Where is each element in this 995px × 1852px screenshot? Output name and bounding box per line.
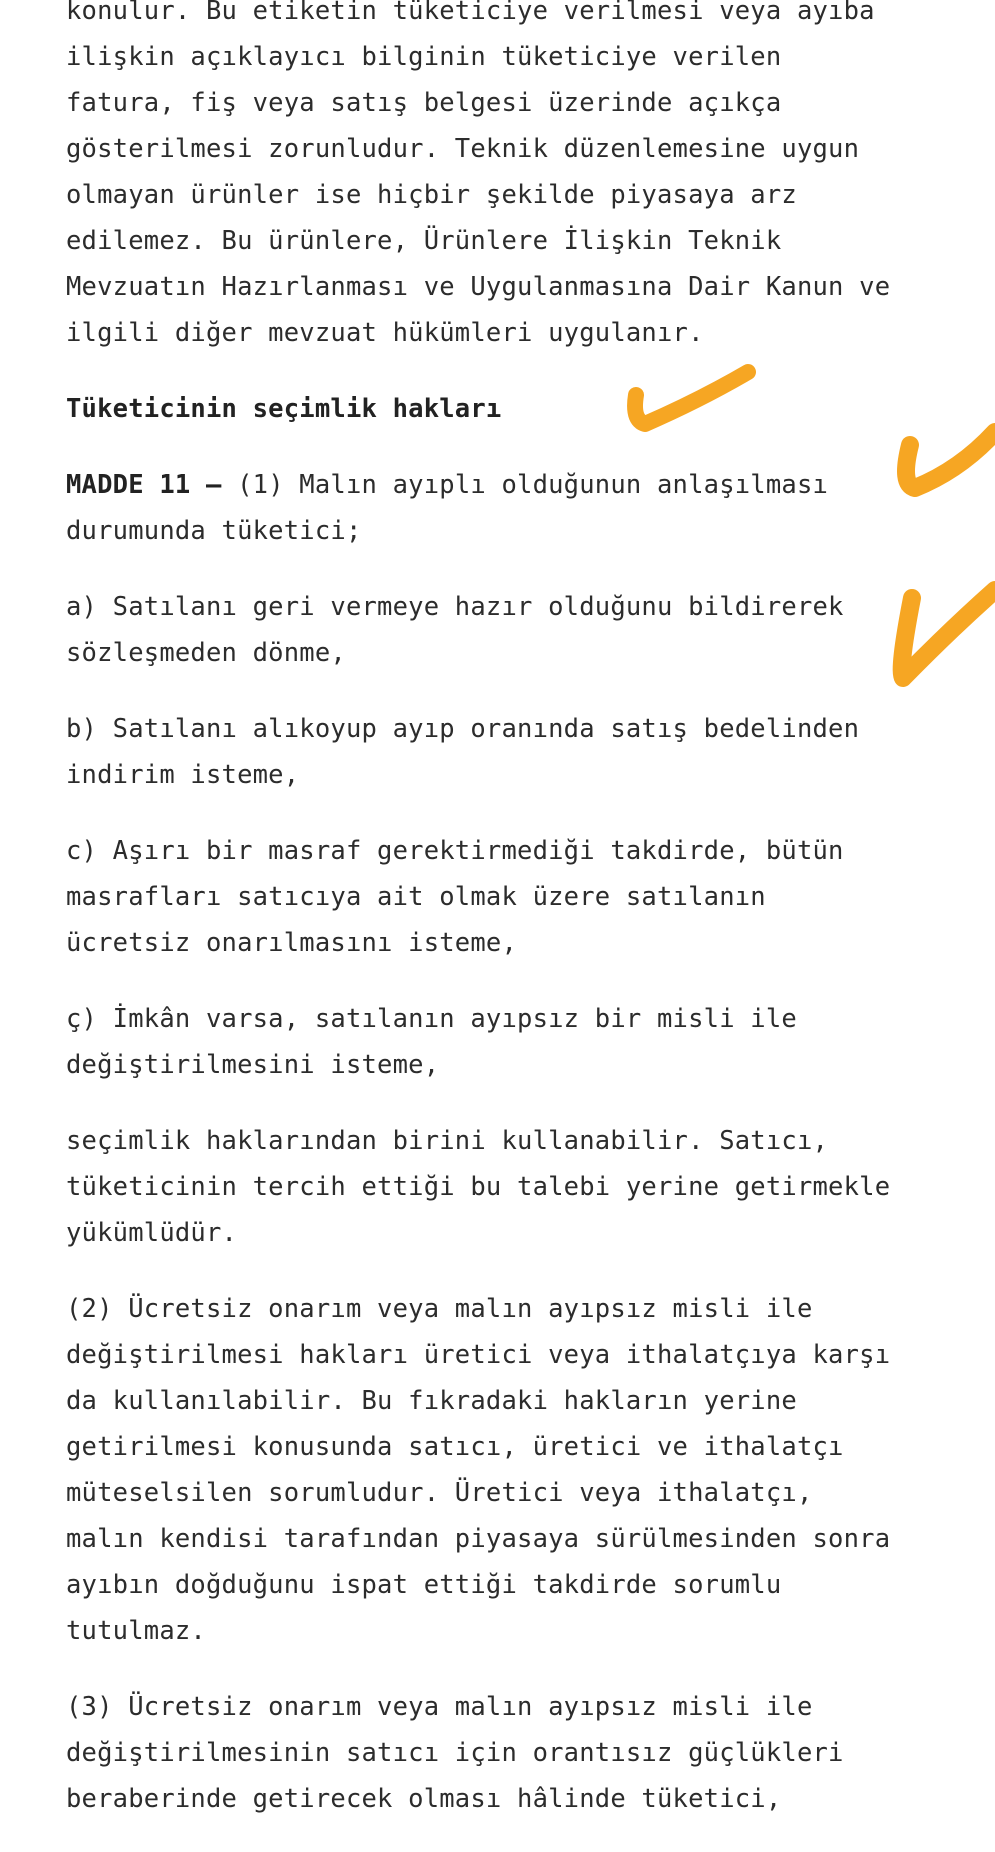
text-line: da kullanılabilir. Bu fıkradaki hakların yerine [66,1386,797,1416]
text-line: değiştirilmesini isteme, [66,1050,440,1080]
paragraph-3 [66,1684,966,1822]
text-line: Mevzuatın Hazırlanması ve Uygulanmasına Dair Kanun ve [66,272,891,302]
article-first-line [66,462,966,508]
text-line: (3) Ücretsiz onarım veya malın ayıpsız misli ile [66,1692,813,1722]
article-first-line-text: (1) Malın ayıplı olduğunun anlaşılması [221,470,829,500]
text-line: fatura, fiş veya satış belgesi üzerinde açıkça [66,88,782,118]
text-line: ilişkin açıklayıcı bilginin tüketiciye verilen [66,42,782,72]
option-b [66,706,966,798]
text-line: (2) Ücretsiz onarım veya malın ayıpsız misli ile [66,1294,813,1324]
text-line: müteselsilen sorumludur. Üretici veya ithalatçı, [66,1478,813,1508]
text-line: beraberinde getirecek olması hâlinde tüketici, [66,1784,782,1814]
text-line: durumunda tüketici; [66,516,362,546]
text-line: ücretsiz onarılmasını isteme, [66,928,518,958]
text-line: a) Satılanı geri vermeye hazır olduğunu bildirerek [66,592,844,622]
text-line: indirim isteme, [66,760,300,790]
article-label: MADDE 11 – [66,470,222,500]
option-c-cedilla [66,996,966,1088]
text-line: değiştirilmesinin satıcı için orantısız güçlükleri [66,1738,844,1768]
text-line: c) Aşırı bir masraf gerektirmediği takdirde, bütün [66,836,844,866]
section-title [66,386,966,432]
text-line: olmayan ürünler ise hiçbir şekilde piyasaya arz [66,180,797,210]
text-line: değiştirilmesi hakları üretici veya ithalatçıya karşı [66,1340,891,1370]
text-line: gösterilmesi zorunludur. Teknik düzenlemesine uygun [66,134,860,164]
text-line: ayıbın doğduğunu ispat ettiği takdirde sorumlu [66,1570,782,1600]
closing-paragraph [66,1118,966,1256]
text-line: getirilmesi konusunda satıcı, üretici ve ithalatçı [66,1432,844,1462]
text-line: yükümlüdür. [66,1218,238,1248]
text-line: ç) İmkân varsa, satılanın ayıpsız bir misli ile [66,1004,797,1034]
text-line: ilgili diğer mevzuat hükümleri uygulanır. [66,318,704,348]
article-intro [66,462,966,554]
law-text [66,0,966,1852]
text-line: tutulmaz. [66,1616,206,1646]
section-title-text: Tüketicinin seçimlik hakları [66,394,502,424]
option-a [66,584,966,676]
text-line: malın kendisi tarafından piyasaya sürülmesinden sonra [66,1524,891,1554]
text-line: b) Satılanı alıkoyup ayıp oranında satış bedelinden [66,714,860,744]
text-line: seçimlik haklarından birini kullanabilir. Satıcı, [66,1126,829,1156]
text-line: masrafları satıcıya ait olmak üzere satılanın [66,882,766,912]
text-line: konulur. Bu etiketin tüketiciye verilmesi veya ayıba [66,0,875,26]
text-line: tüketicinin tercih ettiği bu talebi yerine getirmekle [66,1172,891,1202]
text-line: edilemez. Bu ürünlere, Ürünlere İlişkin Teknik [66,226,782,256]
paragraph-2 [66,1286,966,1654]
option-c [66,828,966,966]
intro-paragraph [66,0,966,356]
text-line: sözleşmeden dönme, [66,638,346,668]
